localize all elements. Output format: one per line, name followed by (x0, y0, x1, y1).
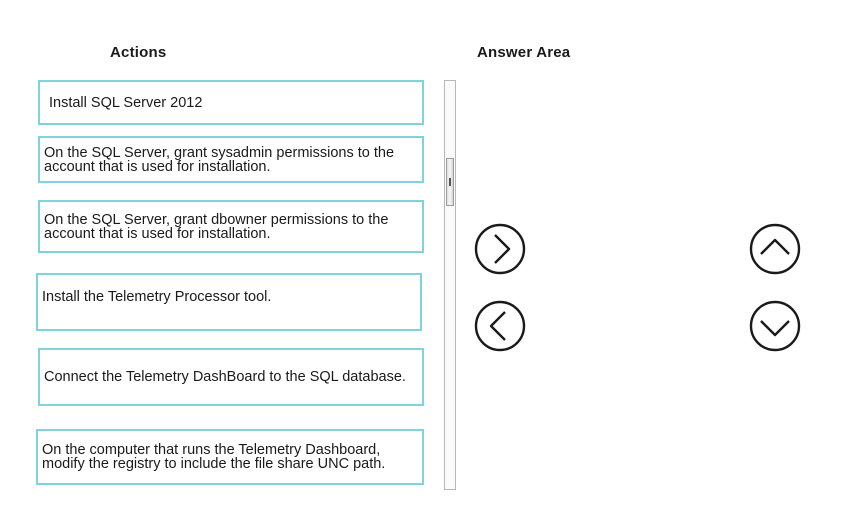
action-item-grant-sysadmin[interactable] (38, 136, 424, 183)
action-item-label: On the SQL Server, grant sysadmin permissions to the account that is used for installation. (44, 144, 395, 175)
actions-heading: Actions (110, 44, 167, 61)
action-item-label: Connect the Telemetry DashBoard to the SQL database. (44, 369, 406, 385)
action-item-label: Install SQL Server 2012 (49, 94, 203, 111)
scrollbar-grip (449, 178, 451, 186)
move-right-button[interactable] (473, 222, 527, 276)
action-item-label: On the computer that runs the Telemetry Dashboard, modify the registry to include the file share UNC path. (42, 442, 386, 472)
chevron-right-icon (473, 222, 527, 276)
chevron-up-icon (748, 222, 802, 276)
action-item-modify-registry[interactable] (36, 429, 424, 485)
answer-area[interactable] (470, 80, 830, 490)
chevron-left-icon (473, 299, 527, 353)
action-item-grant-dbowner[interactable] (38, 200, 424, 253)
action-item-connect-dashboard[interactable] (38, 348, 424, 406)
action-item-label: Install the Telemetry Processor tool. (42, 289, 272, 305)
scrollbar-thumb[interactable] (446, 158, 454, 206)
action-item-install-sql-server[interactable] (38, 80, 424, 125)
answer-area-heading: Answer Area (477, 44, 571, 61)
action-item-install-telemetry-processor[interactable] (36, 273, 422, 331)
chevron-down-icon (748, 299, 802, 353)
move-down-button[interactable] (748, 299, 802, 353)
action-item-label: On the SQL Server, grant dbowner permissions to the account that is used for installation. (44, 211, 389, 242)
move-left-button[interactable] (473, 299, 527, 353)
move-up-button[interactable] (748, 222, 802, 276)
actions-scrollbar[interactable] (444, 80, 456, 490)
